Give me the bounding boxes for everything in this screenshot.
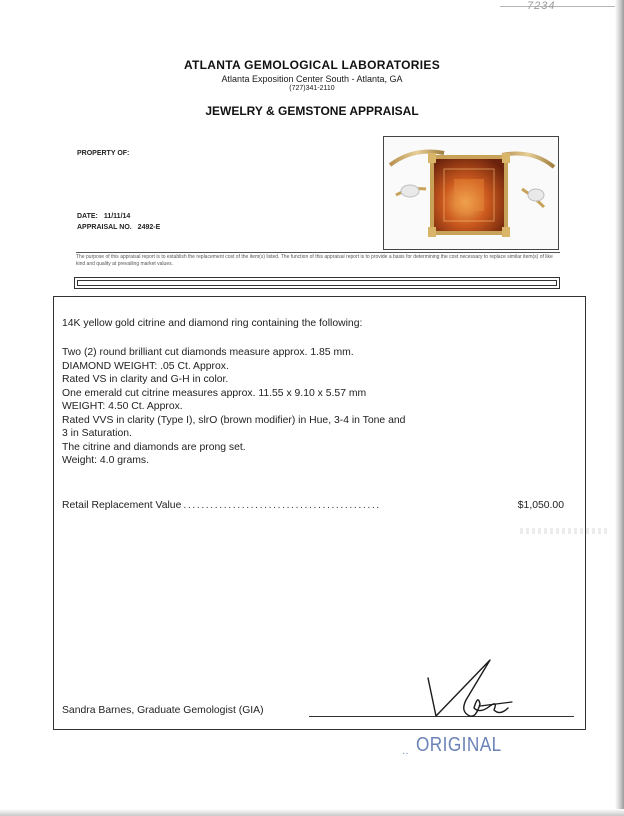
date-value: 11/11/14 <box>103 213 131 220</box>
purpose-statement: The purpose of this appraisal report is to establish the replacement cost of the item(s) listed. The function of this appraisal report is to provide a basis for determining the cost necessary to replace similar item(s) of like kind and quality at prevailing market values. <box>76 254 553 267</box>
leader-dots: ............................................ <box>183 500 381 511</box>
ring-photo <box>383 136 559 250</box>
document-title: JEWELRY & GEMSTONE APPRAISAL <box>205 104 419 118</box>
date-line <box>77 213 130 220</box>
bleed-through-marks <box>520 528 610 534</box>
top-scan-rule <box>500 6 615 7</box>
letterhead <box>0 58 624 92</box>
purpose-divider <box>76 252 560 253</box>
stamp-dots: ·· <box>402 748 409 759</box>
lab-name: ATLANTA GEMOLOGICAL LABORATORIES <box>183 58 441 72</box>
description-line: DIAMOND WEIGHT: .05 Ct. Approx. <box>62 360 229 372</box>
scan-bottom-shadow <box>0 809 624 816</box>
gemologist-name: Sandra Barnes, Graduate Gemologist (GIA) <box>62 705 264 716</box>
retail-value-label: Retail Replacement Value <box>62 500 182 511</box>
lab-phone: (727)341-2110 <box>289 85 335 92</box>
description-line: Weight: 4.0 grams. <box>62 455 150 466</box>
retail-value-amount: $1,050.00 <box>517 500 564 511</box>
description-line: Rated VVS in clarity (Type I), slrO (brown modifier) in Hue, 3-4 in Tone and <box>62 414 406 426</box>
description-header-inner <box>77 280 557 286</box>
retail-value-row <box>62 500 564 511</box>
gemologist-signature <box>420 656 530 726</box>
appraisal-no-value: 2492-E <box>137 224 161 231</box>
description-line: One emerald cut citrine measures approx. 11.55 x 9.10 x 5.57 mm <box>62 387 367 399</box>
date-label: DATE: <box>77 213 98 220</box>
description-header-box <box>74 277 560 289</box>
appraisal-no-label: APPRAISAL NO. <box>77 224 132 231</box>
description-line: WEIGHT: 4.50 Ct. Approx. <box>62 401 183 412</box>
scan-edge-shadow <box>615 0 624 816</box>
property-of-label: PROPERTY OF: <box>77 150 130 157</box>
handwritten-corner-note: 7234 <box>527 0 556 12</box>
description-line: Rated VS in clarity and G-H in color. <box>62 374 229 385</box>
description-line: The citrine and diamonds are prong set. <box>62 441 246 453</box>
item-description <box>62 346 405 468</box>
lab-address: Atlanta Exposition Center South - Atlanta, GA <box>221 74 403 84</box>
description-line: 3 in Saturation. <box>62 428 132 439</box>
description-line: Two (2) round brilliant cut diamonds measure approx. 1.85 mm. <box>62 347 354 358</box>
item-intro: 14K yellow gold citrine and diamond ring containing the following: <box>62 318 363 329</box>
appraisal-number-line <box>77 224 160 231</box>
original-stamp: ORIGINAL <box>416 734 502 756</box>
ring-photo-image <box>384 137 558 249</box>
